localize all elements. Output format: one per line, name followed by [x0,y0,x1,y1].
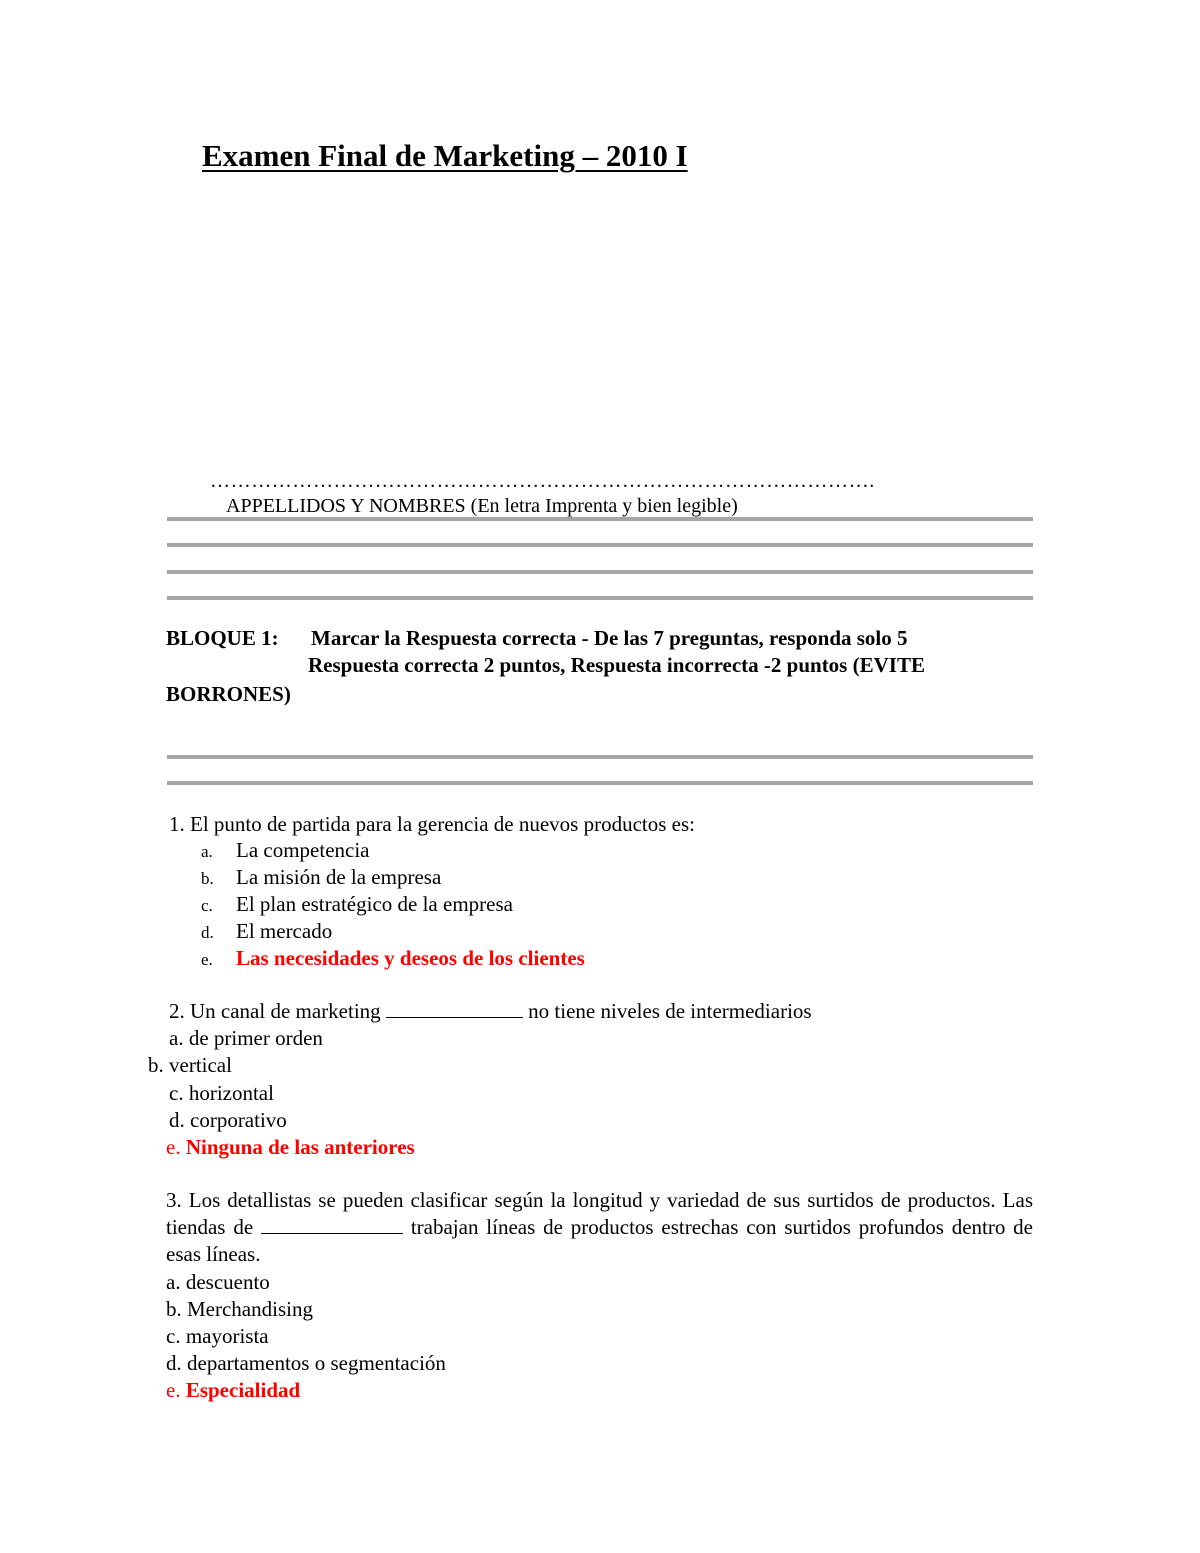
question-3-stem-start: 3. Los detallistas se pueden clasificar según la longitud y variedad de sus surtidos de productos. Las tiendas de [166,1188,1033,1239]
question-1-option-c[interactable]: El plan estratégico de la empresa [236,892,513,916]
divider [167,543,1033,547]
bloque-instruction-line: Respuesta correcta 2 puntos, Respuesta incorrecta -2 puntos (EVITE [308,653,925,677]
name-dotted-line[interactable]: ……………………………………………………………………………………. [210,470,875,492]
question-1-option-e-answer[interactable]: Las necesidades y deseos de los clientes [236,946,585,970]
divider [167,755,1033,759]
question-3-stem-end: trabajan líneas de productos estrechas con surtidos profundos dentro de esas líneas. [166,1215,1033,1266]
answer-text: Ninguna de las anteriores [185,1135,415,1159]
question-1-option-a[interactable]: La competencia [236,838,370,862]
question-3-stem [166,1187,1033,1268]
option-letter: e. [166,1135,181,1159]
bloque-instruction-line: Marcar la Respuesta correcta - De las 7 preguntas, responda solo 5 [311,626,908,650]
question-2-option-a[interactable]: a. de primer orden [169,1026,323,1050]
divider [167,781,1033,785]
divider [167,570,1033,574]
answer-text: Especialidad [185,1378,301,1402]
divider [167,596,1033,600]
question-3-option-a[interactable]: a. descuento [166,1270,270,1294]
option-letter: e. [166,1378,181,1402]
answer-blank[interactable] [386,1016,523,1018]
question-3-option-c[interactable]: c. mayorista [166,1324,269,1348]
option-letter: d. [201,923,214,942]
question-2-option-b[interactable]: b. vertical [148,1053,232,1077]
question-2-stem [169,999,812,1024]
divider [167,517,1033,521]
option-letter: a. [201,842,213,861]
question-1-option-b[interactable]: La misión de la empresa [236,865,442,889]
bloque-label: BLOQUE 1: [166,626,279,650]
question-3-option-d[interactable]: d. departamentos o segmentación [166,1351,446,1375]
question-2-option-c[interactable]: c. horizontal [169,1081,274,1105]
question-2-stem-end: no tiene niveles de intermediarios [528,999,812,1023]
bloque-instruction-line: BORRONES) [166,682,291,706]
option-letter: e. [201,950,213,969]
question-2-stem-start: 2. Un canal de marketing [169,999,381,1023]
question-2-option-d[interactable]: d. corporativo [169,1108,287,1132]
question-3-option-e-answer[interactable] [166,1378,300,1403]
question-2-option-e-answer[interactable] [166,1135,415,1160]
question-1-stem: 1. El punto de partida para la gerencia de nuevos productos es: [169,812,695,836]
option-letter: b. [201,869,214,888]
question-3-option-b[interactable]: b. Merchandising [166,1297,313,1321]
name-field-label: APPELLIDOS Y NOMBRES (En letra Imprenta y bien legible) [226,495,738,517]
exam-title: Examen Final de Marketing – 2010 I [202,138,688,173]
option-letter: c. [201,896,213,915]
question-1-option-d[interactable]: El mercado [236,919,333,943]
answer-blank[interactable] [261,1232,403,1234]
